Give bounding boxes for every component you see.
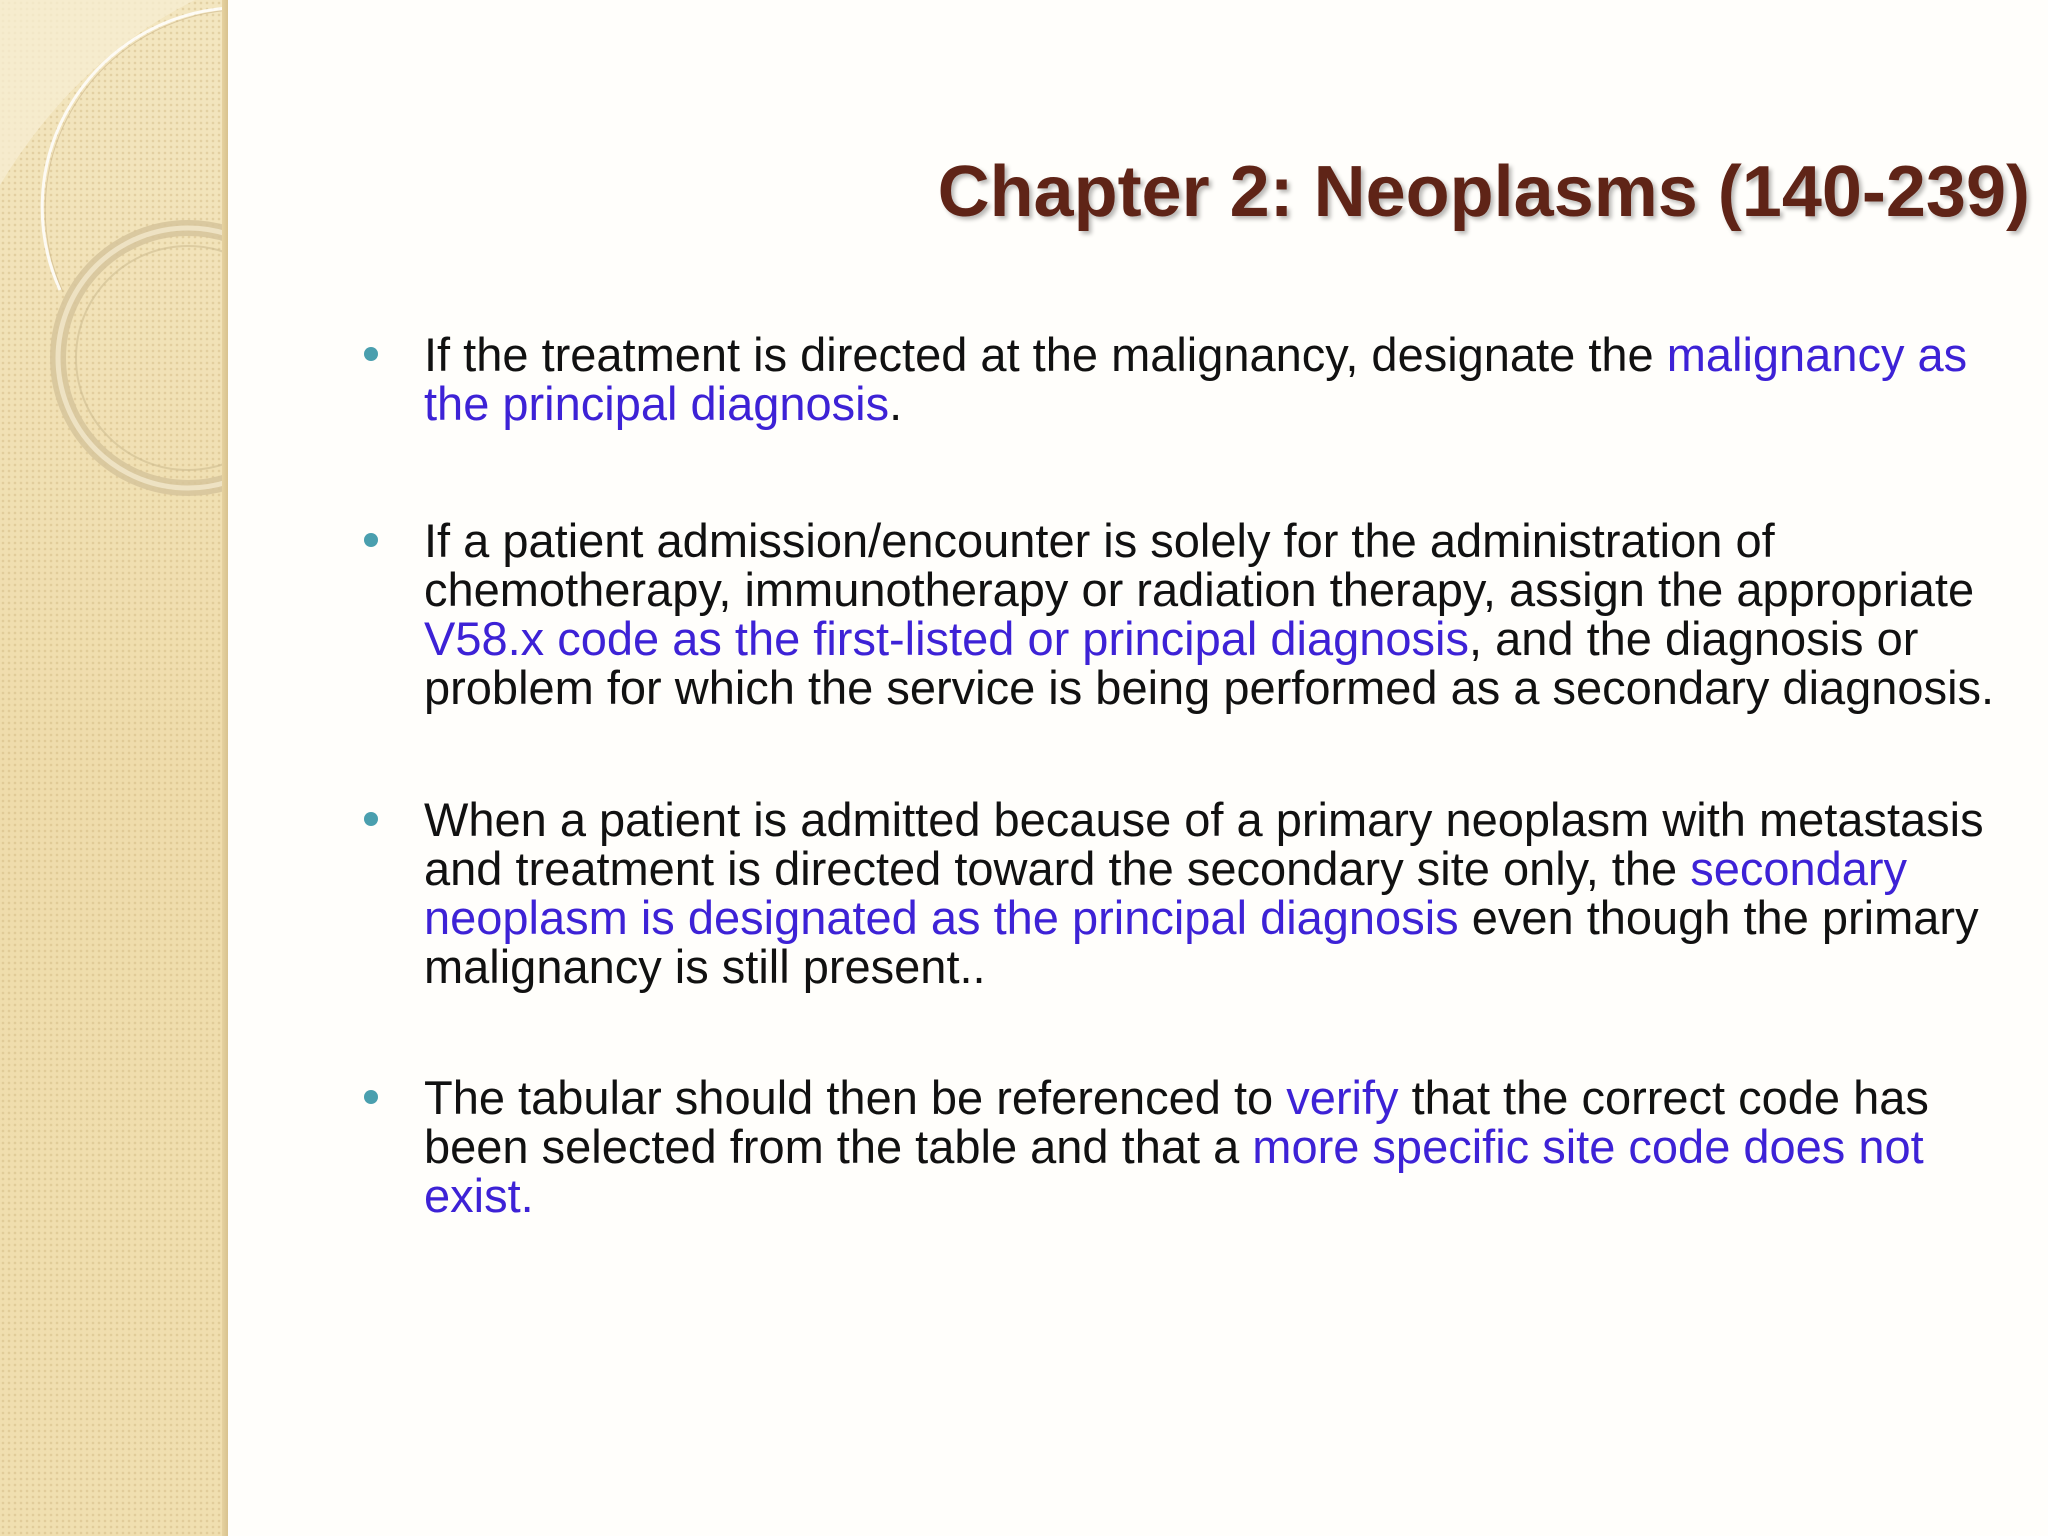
bullet-marker-icon <box>364 1090 378 1104</box>
bullet-marker-icon <box>364 812 378 826</box>
bullet-marker-icon <box>364 347 378 361</box>
bullet-text: The tabular should then be referenced to <box>424 1071 1287 1124</box>
bullet-item <box>360 1073 2000 1220</box>
bullet-text: When a patient is admitted because of a primary neoplasm with metastasis and treatment is directed toward the secondary site only, the <box>424 793 1984 895</box>
bullet-item <box>360 330 2000 428</box>
decorative-sidebar <box>0 0 228 1536</box>
bullet-text: , and the diagnosis or problem for which the service is being performed as a secondary diagnosis. <box>424 612 1995 714</box>
bullet-text: even though the primary malignancy is still present.. <box>424 891 1979 993</box>
slide-title: Chapter 2: Neoplasms (140-239) <box>937 152 2030 232</box>
decorative-rings-graphic <box>0 0 228 520</box>
bullet-marker-icon <box>364 533 378 547</box>
bullet-list <box>360 330 2000 1220</box>
bullet-item <box>360 795 2000 991</box>
highlighted-text: malignancy as the principal diagnosis <box>424 328 1968 430</box>
bullet-item <box>360 516 2000 712</box>
bullet-text: If the treatment is directed at the malignancy, designate the <box>424 328 1667 381</box>
highlighted-text: V58.x code as the first-listed or principal diagnosis <box>424 612 1469 665</box>
highlighted-text: verify <box>1286 1071 1399 1124</box>
highlighted-text: more specific site code does not exist. <box>424 1120 1924 1222</box>
sidebar-edge <box>222 0 228 1536</box>
bullet-text: . <box>889 377 903 430</box>
bullet-text: that the correct code has been selected from the table and that a <box>424 1071 1929 1173</box>
bullet-text: If a patient admission/encounter is solely for the administration of chemotherapy, immunotherapy or radiation therapy, assign the appropriate <box>424 514 1975 616</box>
highlighted-text: secondary neoplasm is designated as the principal diagnosis <box>424 842 1908 944</box>
